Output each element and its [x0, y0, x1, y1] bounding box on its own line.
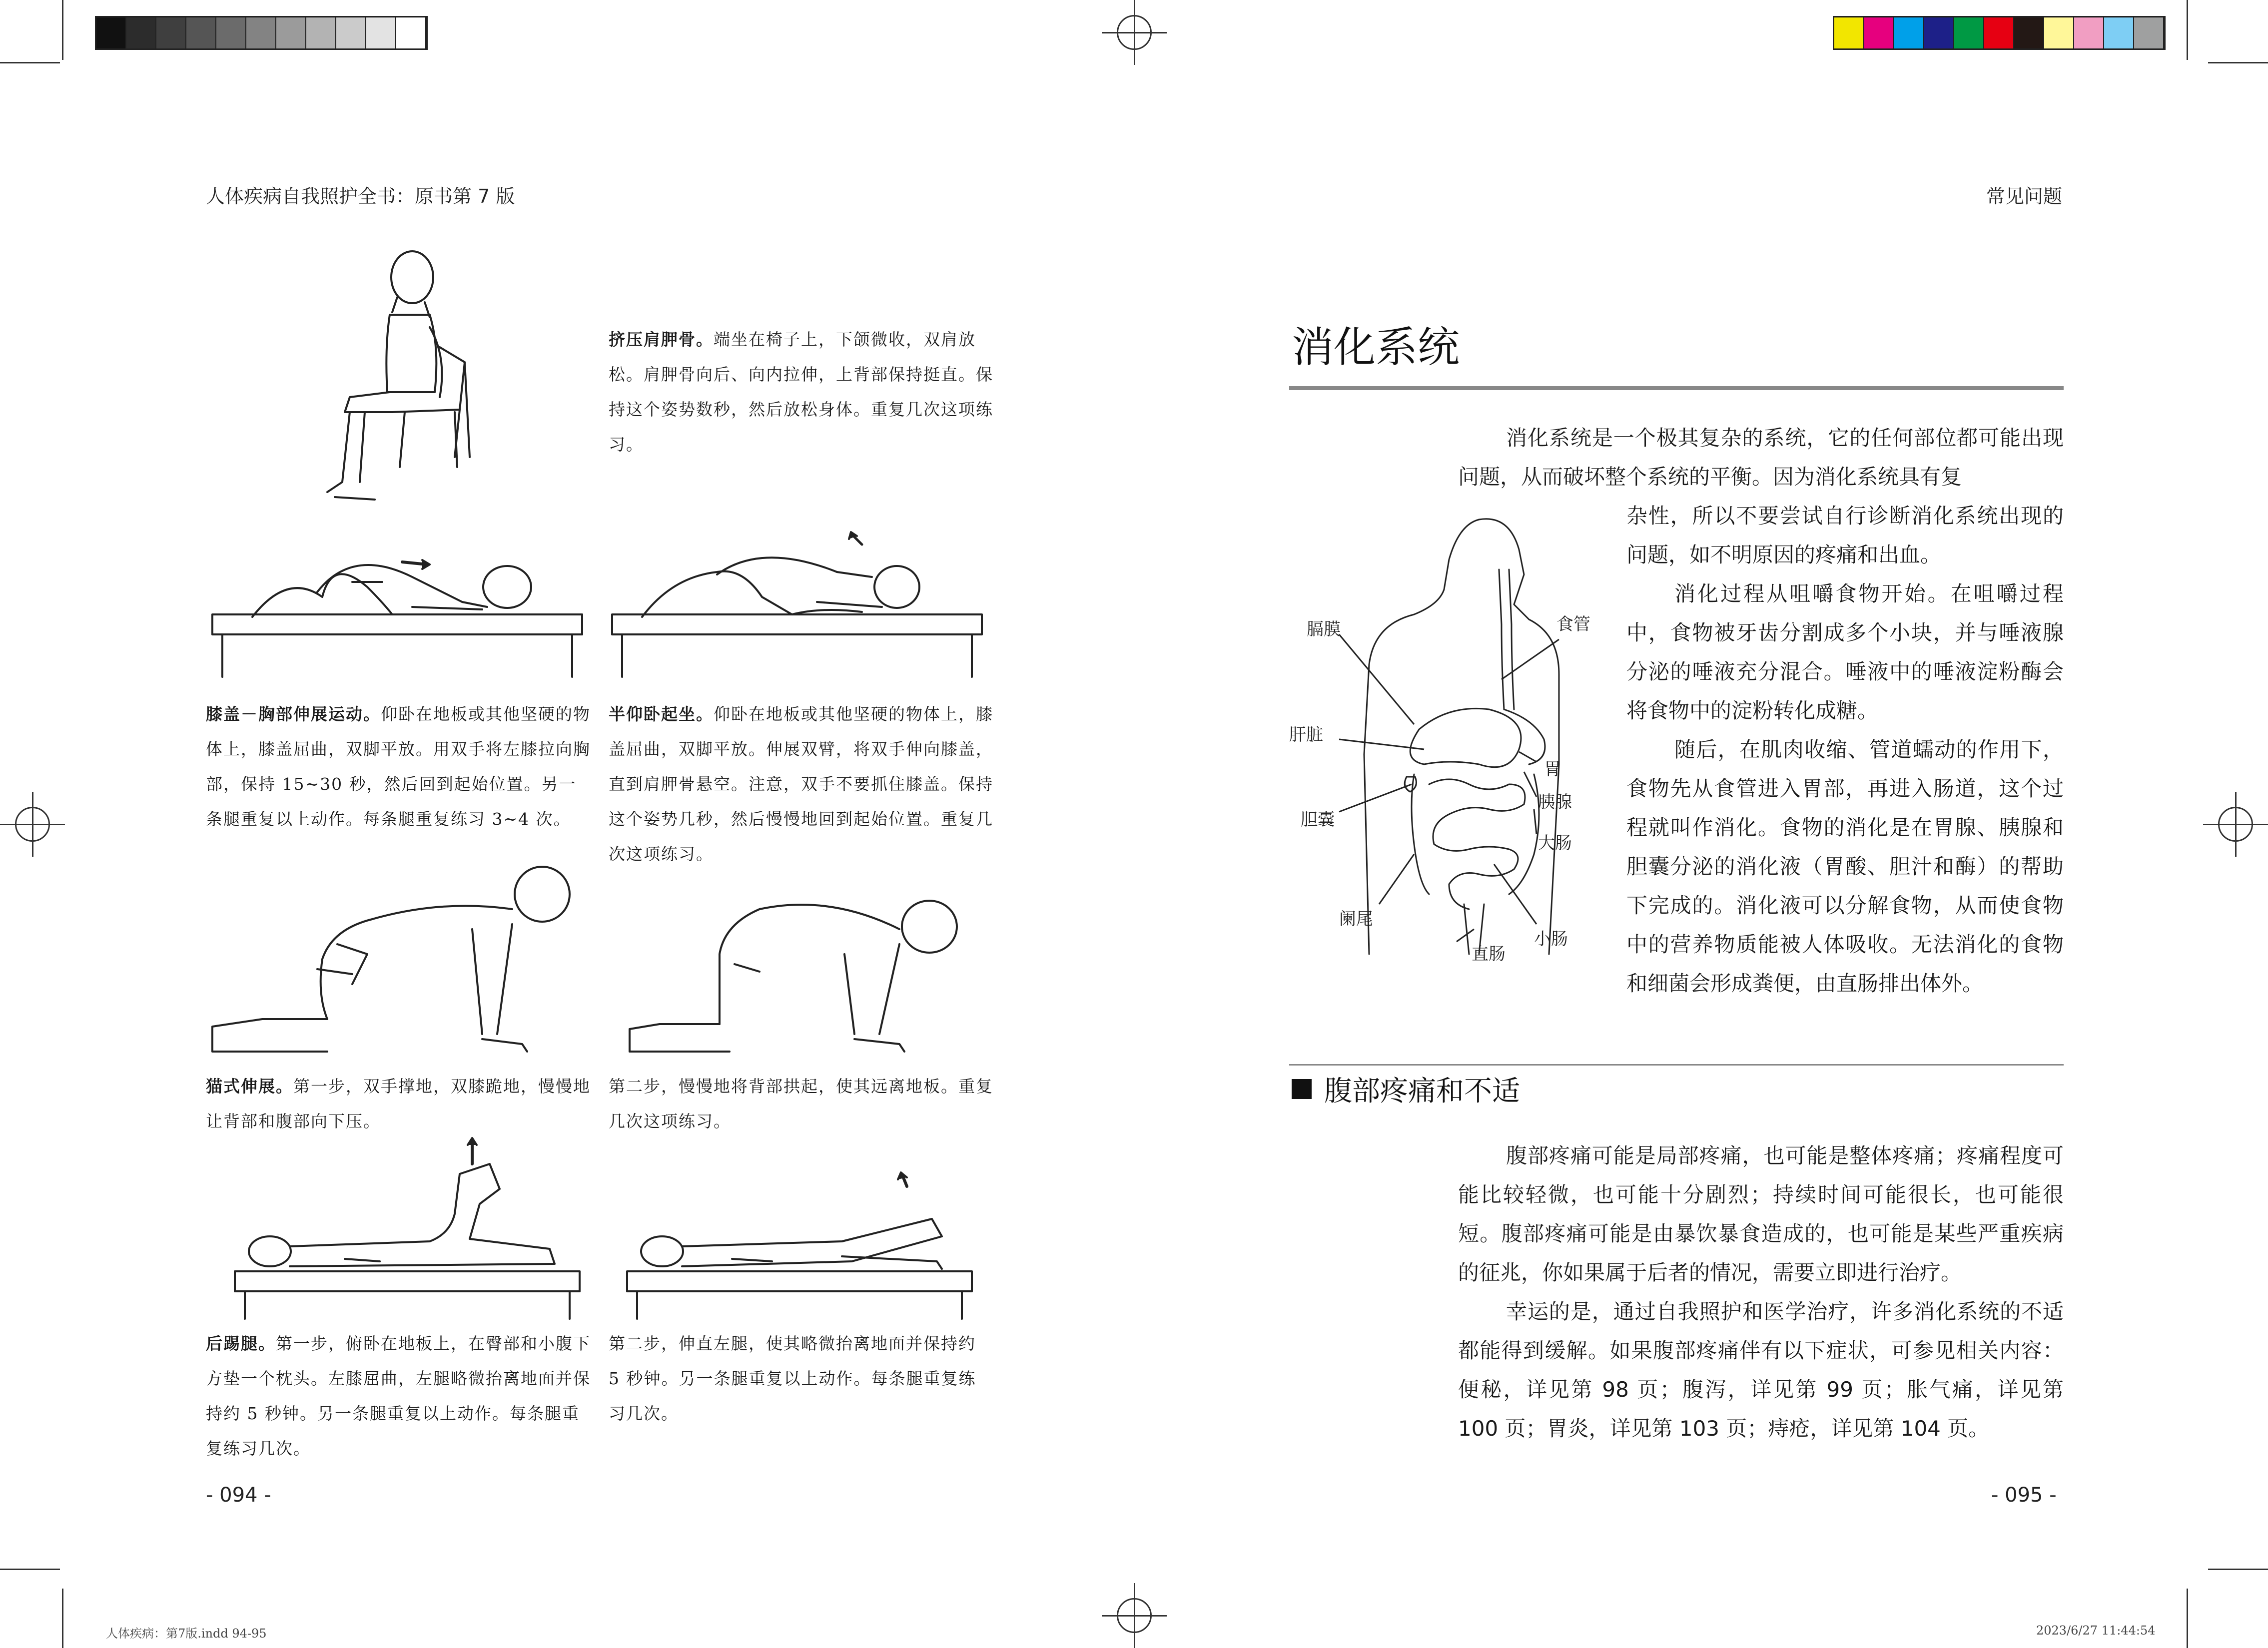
chapter-title-rule	[1289, 386, 2064, 390]
diagram-label-pancreas: 胰腺	[1538, 792, 1572, 812]
registration-mark-right	[2203, 792, 2268, 857]
diagram-label-esophagus: 食管	[1556, 614, 1590, 634]
intro-paragraph-top: 消化系统是一个极其复杂的系统，它的任何部位都可能出现问题，从而破坏整个系统的平衡。因为消化系统具有复	[1458, 426, 2064, 489]
caption-text: 第一步，俯卧在地板上，在臀部和小腹下方垫一个枕头。左膝屈曲，左腿略微抬离地面并保持约 5 秒钟。另一条腿重复以上动作。每条腿重复练习几次。	[206, 1334, 591, 1458]
color-swatch	[1924, 17, 1954, 48]
left-page-number: - 094 -	[206, 1484, 271, 1507]
slug-timestamp: 2023/6/27 11:44:54	[2036, 1624, 2156, 1638]
caption-text: 第二步，伸直左腿，使其略微抬离地面并保持约 5 秒钟。另一条腿重复以上动作。每条腿重复练习几次。	[609, 1334, 976, 1423]
gray-color-bar	[95, 16, 428, 50]
chapter-title: 消化系统	[1292, 323, 1460, 372]
color-swatch	[1834, 17, 1864, 48]
caption-leg-step2	[609, 1326, 993, 1431]
color-swatch	[1864, 17, 1894, 48]
registration-mark-top	[1102, 0, 1167, 65]
illustration-shoulder-squeeze	[305, 247, 495, 527]
section-title: 腹部疼痛和不适	[1324, 1075, 1520, 1107]
caption-shoulder-squeeze	[609, 322, 993, 462]
registration-mark-left	[0, 792, 65, 857]
gray-swatch	[216, 17, 246, 48]
gray-swatch	[246, 17, 276, 48]
caption-title: 挤压肩胛骨。	[609, 330, 714, 349]
registration-mark-bottom	[1102, 1583, 1167, 1648]
gray-swatch	[306, 17, 336, 48]
gray-swatch	[126, 17, 156, 48]
crop-mark	[62, 0, 63, 60]
color-swatch	[2044, 17, 2074, 48]
caption-title: 膝盖－胸部伸展运动。	[206, 704, 381, 724]
gray-swatch	[186, 17, 216, 48]
abdominal-pain-paragraph-1: 腹部疼痛可能是局部疼痛，也可能是整体疼痛；疼痛程度可能比较轻微，也可能十分剧烈；持续时间可能很长，也可能很短。腹部疼痛可能是由暴饮暴食造成的，也可能是某些严重疾病的征兆，你如果属于后者的情况，需要立即进行治疗。	[1458, 1143, 2064, 1285]
caption-cat-step2	[609, 1069, 993, 1139]
crop-mark	[2208, 62, 2268, 63]
gray-swatch	[276, 17, 306, 48]
diagram-label-stomach: 胃	[1544, 759, 1561, 779]
caption-knee-chest	[206, 697, 591, 837]
diagram-label-gallbladder: 胆囊	[1301, 810, 1335, 830]
caption-cat-step1	[206, 1069, 591, 1139]
color-swatch	[1954, 17, 1984, 48]
caption-title: 后踢腿。	[206, 1334, 276, 1353]
gray-swatch	[366, 17, 396, 48]
crop-mark	[2208, 1569, 2268, 1570]
caption-text: 第一步，双手撑地，双膝跪地，慢慢地让背部和腹部向下压。	[206, 1077, 591, 1131]
gray-swatch	[396, 17, 426, 48]
cmyk-color-bar	[1833, 16, 2166, 50]
caption-text: 第二步，慢慢地将背部拱起，使其远离地板。重复几次这项练习。	[609, 1077, 993, 1131]
crop-mark	[62, 1589, 63, 1648]
crop-mark	[2187, 0, 2188, 60]
color-swatch	[1984, 17, 2014, 48]
diagram-label-rectum: 直肠	[1472, 944, 1506, 964]
right-running-head: 常见问题	[1986, 185, 2063, 207]
diagram-label-liver: 肝脏	[1289, 725, 1323, 745]
illustration-leg-lift-bent	[230, 1134, 590, 1324]
illustration-cat-stretch-down	[202, 854, 597, 1054]
illustration-half-situp	[602, 527, 992, 687]
illustration-cat-stretch-up	[620, 879, 999, 1059]
caption-text: 端坐在椅子上，下颌微收，双肩放松。肩胛骨向后、向内拉伸，上背部保持挺直。保持这个姿势数秒，然后放松身体。重复几次这项练习。	[609, 330, 993, 454]
crop-mark	[2187, 1589, 2188, 1648]
digestion-paragraph: 消化过程从咀嚼食物开始。在咀嚼过程中，食物被牙齿分割成多个小块，并与唾液腺分泌的唾液充分混合。唾液中的唾液淀粉酶会将食物中的淀粉转化成糖。	[1626, 581, 2064, 723]
crop-mark	[0, 1569, 60, 1570]
caption-text: 仰卧在地板或其他坚硬的物体上，膝盖屈曲，双脚平放。伸展双臂，将双手伸向膝盖，直到肩胛骨悬空。注意，双手不要抓住膝盖。保持这个姿势几秒，然后慢慢地回到起始位置。重复几次这项练习。	[609, 704, 993, 864]
slug-filename: 人体疾病：第7版.indd 94-95	[106, 1627, 267, 1641]
caption-title: 猫式伸展。	[206, 1077, 293, 1096]
gray-swatch	[156, 17, 186, 48]
process-paragraph: 随后，在肌肉收缩、管道蠕动的作用下，食物先从食管进入胃部，再进入肠道，这个过程就叫作消化。食物的消化是在胃腺、胰腺和胆囊分泌的消化液（胃酸、胆汁和酶）的帮助下完成的。消化液可以分解食物，从而使食物中的营养物质能被人体吸收。无法消化的食物和细菌会形成粪便，由直肠排出体外。	[1626, 737, 2064, 996]
gray-swatch	[96, 17, 126, 48]
illustration-leg-lift-straight	[622, 1171, 987, 1321]
caption-title: 半仰卧起坐。	[609, 704, 714, 724]
caption-text: 仰卧在地板或其他坚硬的物体上，膝盖屈曲，双脚平放。用双手将左膝拉向胸部，保持 15~30 秒，然后回到起始位置。另一条腿重复以上动作。每条腿重复练习 3~4 次。	[206, 704, 591, 829]
color-swatch	[1894, 17, 1924, 48]
gray-swatch	[336, 17, 366, 48]
color-swatch	[2074, 17, 2104, 48]
intro-paragraph-rest: 杂性，所以不要尝试自行诊断消化系统出现的问题，如不明原因的疼痛和出血。	[1626, 504, 2064, 567]
diagram-label-large-intestine: 大肠	[1538, 833, 1572, 853]
left-running-head: 人体疾病自我照护全书：原书第 7 版	[206, 185, 515, 207]
diagram-label-appendix: 阑尾	[1339, 909, 1373, 929]
right-page-number: - 095 -	[1991, 1484, 2057, 1507]
color-swatch	[2104, 17, 2134, 48]
crop-mark	[0, 62, 60, 63]
section-rule	[1289, 1064, 2064, 1066]
caption-leg-step1	[206, 1326, 591, 1466]
color-swatch	[2134, 17, 2164, 48]
section-square-icon	[1292, 1079, 1312, 1099]
illustration-knee-chest-stretch	[202, 527, 592, 687]
caption-half-situp	[609, 697, 993, 872]
abdominal-pain-paragraph-2: 幸运的是，通过自我照护和医学治疗，许多消化系统的不适都能得到缓解。如果腹部疼痛伴有以下症状，可参见相关内容：便秘，详见第 98 页；腹泻，详见第 99 页；胀气痛，详见第 100 页；胃炎，详见第 103 页；痔疮，详见第 104 页。	[1458, 1299, 2064, 1441]
diagram-label-small-intestine: 小肠	[1534, 929, 1568, 949]
diagram-label-diaphragm: 膈膜	[1307, 619, 1341, 639]
color-swatch	[2014, 17, 2044, 48]
